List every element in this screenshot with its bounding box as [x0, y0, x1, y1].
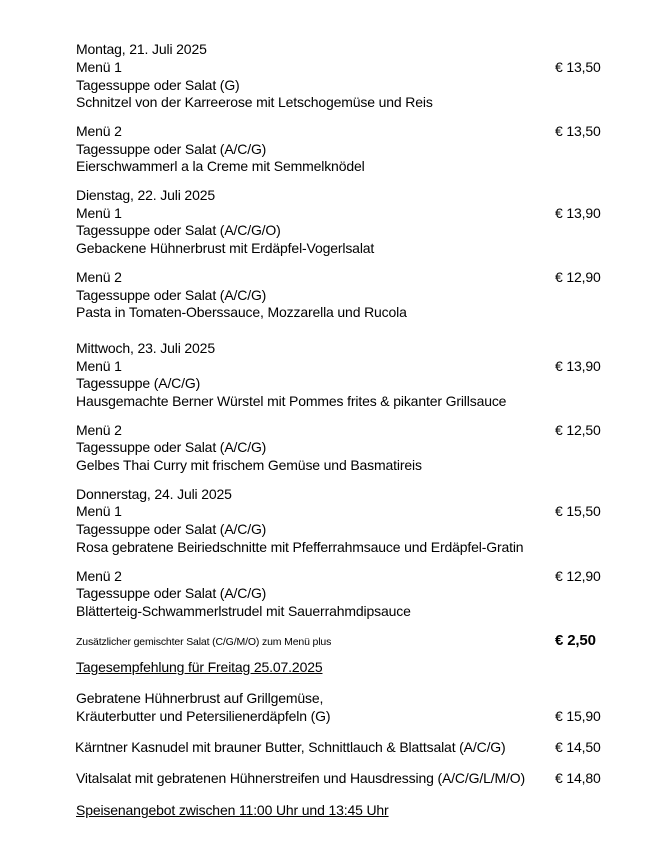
menu-dish: Gelbes Thai Curry mit frischem Gemüse und Basmatireis [76, 457, 422, 473]
menu-price: € 12,90 [555, 568, 601, 584]
menu-dish: Pasta in Tomaten-Oberssauce, Mozzarella und Rucola [76, 304, 407, 320]
extra-salad-text: Zusätzlicher gemischter Salat (C/G/M/O) zum Menü plus [76, 636, 332, 648]
menu-soup: Tagessuppe oder Salat (A/C/G) [76, 585, 267, 601]
day-title: Dienstag, 22. Juli 2025 [76, 187, 215, 203]
menu-soup: Tagessuppe oder Salat (A/C/G) [76, 521, 267, 537]
menu-label: Menü 2 [76, 123, 122, 139]
friday-item-price: € 14,80 [555, 770, 601, 786]
menu-label: Menü 2 [76, 568, 122, 584]
friday-item-line2: Kräuterbutter und Petersilienerdäpfeln (G) [76, 708, 331, 724]
menu-label: Menü 2 [76, 422, 122, 438]
menu-price: € 15,50 [555, 503, 601, 519]
menu-price: € 12,50 [555, 422, 601, 438]
menu-soup: Tagessuppe (A/C/G) [76, 375, 201, 391]
menu-label: Menü 1 [76, 59, 122, 75]
friday-item-line1: Gebratene Hühnerbrust auf Grillgemüse, [76, 690, 324, 706]
friday-item-line1: Kärntner Kasnudel mit brauner Butter, Schnittlauch & Blattsalat (A/C/G) [75, 739, 506, 755]
extra-salad-price: € 2,50 [555, 632, 596, 649]
friday-item-price: € 14,50 [555, 739, 601, 755]
menu-dish: Rosa gebratene Beiriedschnitte mit Pfefferrahmsauce und Erdäpfel-Gratin [76, 539, 524, 555]
day-title: Mittwoch, 23. Juli 2025 [76, 340, 215, 356]
menu-soup: Tagessuppe oder Salat (A/C/G/O) [76, 222, 281, 238]
menu-label: Menü 1 [76, 503, 122, 519]
menu-soup: Tagessuppe oder Salat (A/C/G) [76, 141, 267, 157]
menu-soup: Tagessuppe oder Salat (G) [76, 77, 240, 93]
day-title: Montag, 21. Juli 2025 [76, 41, 207, 57]
menu-soup: Tagessuppe oder Salat (A/C/G) [76, 439, 267, 455]
menu-price: € 13,90 [555, 205, 601, 221]
service-hours: Speisenangebot zwischen 11:00 Uhr und 13:45 Uhr [76, 802, 389, 818]
menu-price: € 13,90 [555, 358, 601, 374]
menu-label: Menü 1 [76, 205, 122, 221]
menu-label: Menü 2 [76, 269, 122, 285]
menu-price: € 13,50 [555, 59, 601, 75]
menu-price: € 12,90 [555, 269, 601, 285]
menu-dish: Eierschwammerl a la Creme mit Semmelknödel [76, 158, 365, 174]
menu-dish: Blätterteig-Schwammerlstrudel mit Sauerrahmdipsauce [76, 603, 411, 619]
menu-dish: Schnitzel von der Karreerose mit Letschogemüse und Reis [76, 94, 433, 110]
day-title: Donnerstag, 24. Juli 2025 [76, 486, 232, 502]
menu-price: € 13,50 [555, 123, 601, 139]
menu-soup: Tagessuppe oder Salat (A/C/G) [76, 287, 267, 303]
friday-item-price: € 15,90 [555, 708, 601, 724]
menu-label: Menü 1 [76, 358, 122, 374]
menu-dish: Hausgemachte Berner Würstel mit Pommes frites & pikanter Grillsauce [76, 393, 507, 409]
menu-dish: Gebackene Hühnerbrust mit Erdäpfel-Vogerlsalat [76, 240, 375, 256]
friday-item-line1: Vitalsalat mit gebratenen Hühnerstreifen und Hausdressing (A/C/G/L/M/O) [76, 770, 525, 786]
friday-heading: Tagesempfehlung für Freitag 25.07.2025 [76, 659, 323, 675]
